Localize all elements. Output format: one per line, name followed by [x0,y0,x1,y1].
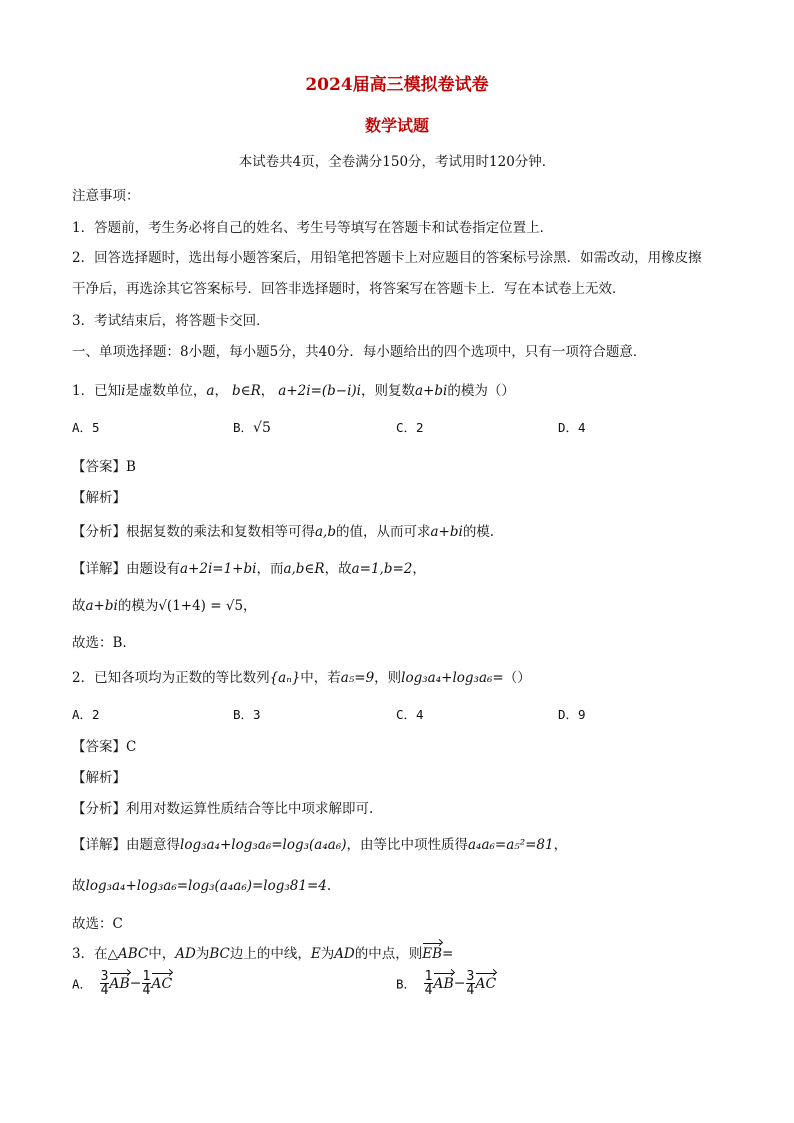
fraction: $\frac{3}{4}$ [466,969,475,998]
q2-choose: 故选：C [72,916,123,932]
note-1: 1．答题前，考生务必将自己的姓名、考生号等填写在答题卡和试卷指定位置上． [72,220,554,236]
fraction: $\frac{1}{4}$ [142,969,151,998]
q1-fenxi: 【分析】根据复数的乘法和复数相等可得a,b的值，从而可求a+bi的模. [72,524,495,540]
note-2a: 2．回答选择题时，选出每小题答案后，用铅笔把答题卡上对应题目的答案标号涂黑．如需改动，用橡皮擦 [72,250,702,266]
q2-detail: 【详解】由题意得log₃a₄+log₃a₆=log₃(a₄a₆)，由等比中项性质得a₄a₆=a₅²=81， [72,837,568,853]
note-3: 3．考试结束后，将答题卡交回． [72,313,270,329]
q2-option-c: C．4 [396,707,424,722]
q3-option-a: A． $\frac{3}{4}$ AB− $\frac{1}{4}$ AC [72,969,173,998]
exam-info: 本试卷共4页，全卷满分150分，考试用时120分钟． [238,154,556,170]
q1-option-c: C．2 [396,420,424,435]
q1-stem: 1．已知i是虚数单位，a， b∈R， a+2i=(b−i)i，则复数a+bi的模为（） [72,383,515,399]
exam-subtitle: 数学试题 [364,116,429,135]
q1-choose: 故选：B. [72,635,127,651]
q1-analysis: 【解析】 [72,490,126,506]
q2-answer: 【答案】C [72,739,137,755]
q2-option-b: B．3 [233,707,261,722]
fraction: $\frac{3}{4}$ [100,969,109,998]
q2-result: 故log₃a₄+log₃a₆=log₃(a₄a₆)=log₃81=4. [72,878,332,894]
q1-detail: 【详解】由题设有a+2i=1+bi，而a,b∈R，故a=1,b=2， [72,561,426,577]
q3-option-b: B． $\frac{1}{4}$ AB− $\frac{3}{4}$ AC [396,969,497,998]
q1-option-d: D．4 [558,420,586,435]
section1-heading: 一、单项选择题：8小题，每小题5分，共40分．每小题给出的四个选项中，只有一项符合题意． [72,344,647,360]
q2-option-d: D．9 [558,707,586,722]
q1-option-a: A．5 [72,420,100,435]
q2-fenxi: 【分析】利用对数运算性质结合等比中项求解即可. [72,801,374,817]
fraction: $\frac{1}{4}$ [424,969,433,998]
q1-answer: 【答案】B [72,459,136,475]
q2-analysis: 【解析】 [72,770,126,786]
q3-stem: 3．在△ABC中，AD为BC边上的中线，E为AD的中点，则EB= [72,946,454,962]
exam-title: 2024届高三模拟卷试卷 [305,75,489,95]
q2-stem: 2．已知各项均为正数的等比数列{aₙ}中，若a₅=9，则log₃a₄+log₃a₆=（） [72,670,531,686]
q2-option-a: A．2 [72,707,100,722]
note-2b: 干净后，再选涂其它答案标号．回答非选择题时，将答案写在答题卡上．写在本试卷上无效． [72,281,626,297]
notes-heading: 注意事项： [72,188,140,204]
q1-modulus: 故a+bi的模为√(1+4) = √5， [72,598,257,614]
q1-option-b: B．√5 [233,420,271,436]
